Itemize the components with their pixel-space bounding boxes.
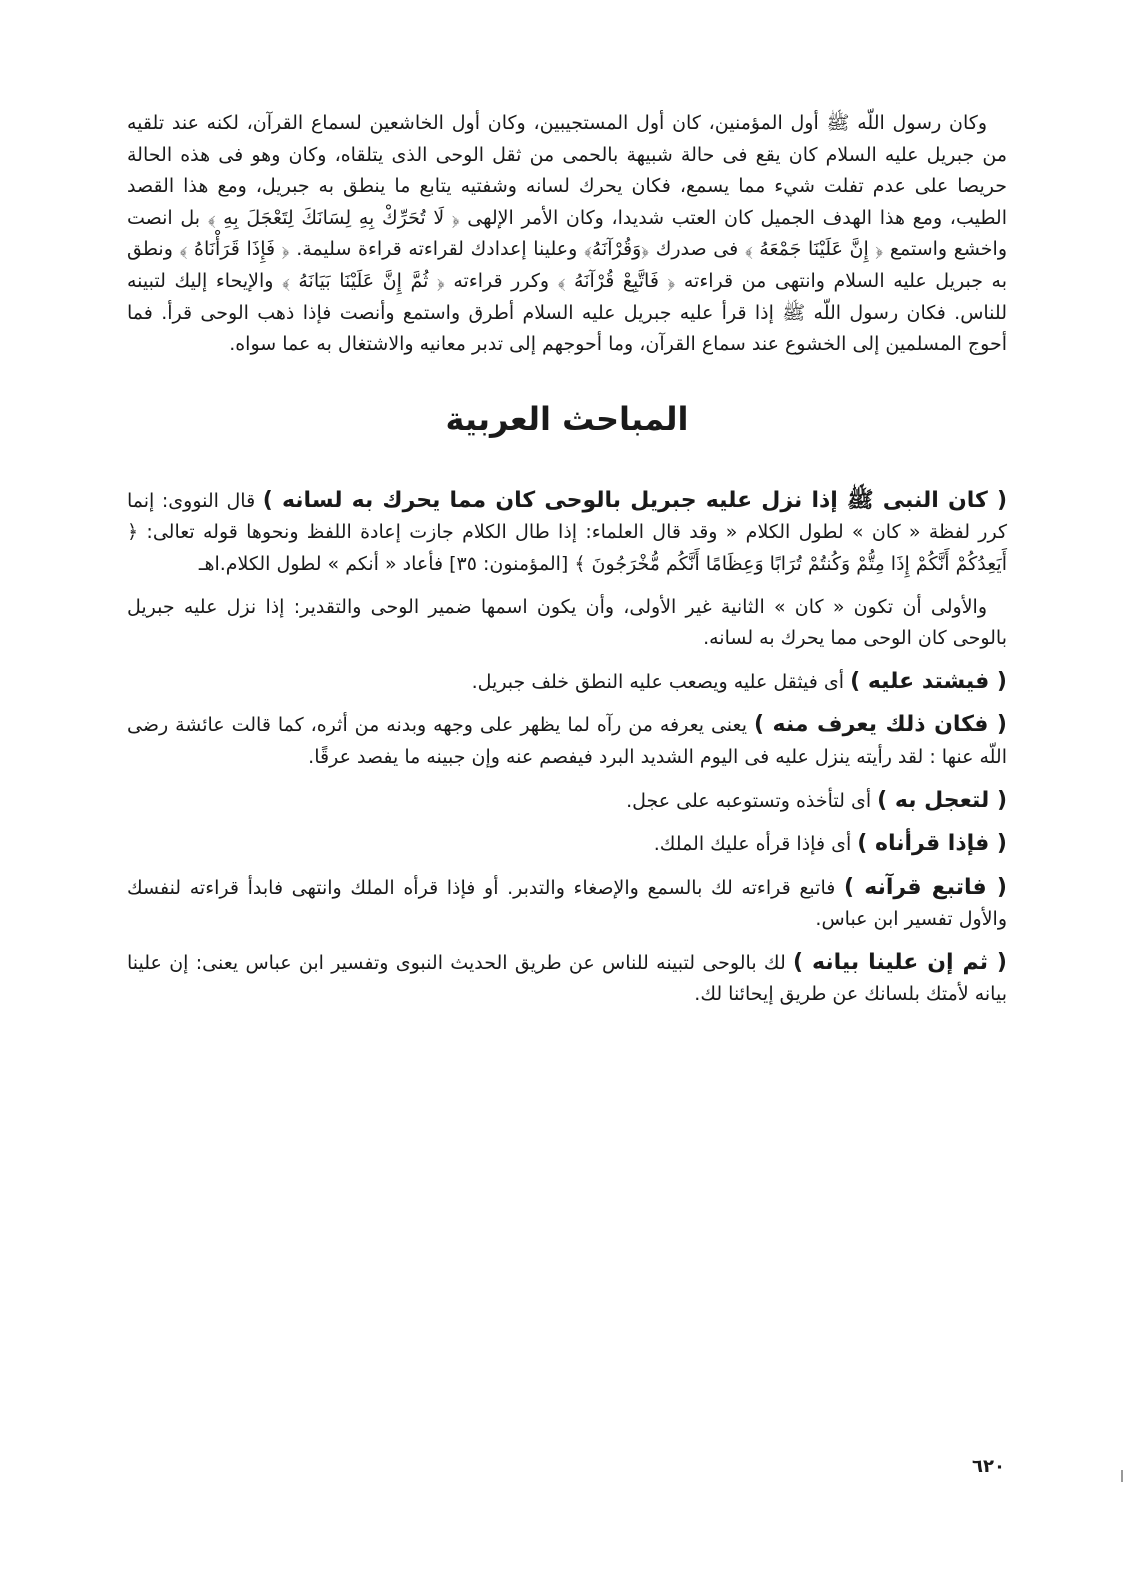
entry-2-body: والأولى أن تكون « كان » الثانية غير الأولى، وأن يكون اسمها ضمير الوحى والتقدير: إذا نزل عليه جبريل بالوحى كان الوحى مما يحرك به لسانه. (127, 595, 1007, 650)
entry-4-body: يعنى يعرفه من رآه لما يظهر على وجهه وبدنه من أثره، كما قالت عائشة رضى اللّه عنها : لقد رأيته ينزل عليه فى اليوم الشديد البرد فيفصم عنه وإن جبينه ما يفصد عرقًا. (127, 714, 1007, 768)
section-title: المباحث العربية (445, 399, 689, 438)
page-number: ٦٢٠ (972, 1456, 1005, 1477)
entry-7-lead: ( فاتبع قرآنه ) (843, 874, 1007, 900)
entry-7-body: فاتبع قراءته لك بالسمع والإصغاء والتدبر. أو فإذا قرأه الملك وانتهى فابدأ قراءته لنفسك والأول تفسير ابن عباس. (127, 876, 1007, 931)
entry-8-lead: ( ثم إن علينا بيانه ) (793, 949, 1007, 975)
entry-5 (127, 785, 1007, 818)
entry-1-lead: ( كان النبى ﷺ إذا نزل عليه جبريل بالوحى كان مما يحرك به لسانه ) (262, 487, 1008, 513)
page-content (127, 108, 1007, 1022)
entry-3-body: أى فيثقل عليه ويصعب عليه النطق خلف جبريل. (471, 670, 851, 693)
entry-6 (127, 828, 1007, 861)
entry-4-lead: ( فكان ذلك يعرف منه ) (753, 712, 1007, 738)
entry-6-body: أى فإذا قرأه عليك الملك. (653, 833, 858, 856)
entry-5-body: أى لتأخذه وتستوعبه على عجل. (626, 789, 878, 812)
entry-3 (127, 666, 1007, 699)
entry-1 (127, 485, 1007, 581)
margin-mark (1121, 1470, 1123, 1482)
entry-1-body: قال النووى: إنما كرر لفظة « كان » لطول الكلام « وقد قال العلماء: إذا طال الكلام جازت إعادة اللفظ ونحوها قوله تعالى: ﴿ أَيَعِدُكُمْ أَنَّكُمْ إِذَا مِتُّمْ وَكُنتُمْ تُرَابًا وَعِظَامًا أَنَّكُم مُّخْرَجُونَ ﴾ [المؤمنون: ٣٥] فأعاد « أنكم » لطول الكلام.اهـ (127, 489, 1007, 575)
entry-3-lead: ( فيشتد عليه ) (850, 668, 1007, 694)
entry-8 (127, 947, 1007, 1011)
entry-8-body: لك بالوحى لتبينه للناس عن طريق الحديث النبوى وتفسير ابن عباس يعنى: إن علينا بيانه لأمتك بلسانك عن طريق إيحائنا لك. (127, 951, 1007, 1006)
entry-5-lead: ( لتعجل به ) (877, 787, 1007, 813)
entry-4 (127, 709, 1007, 773)
entry-7 (127, 872, 1007, 936)
intro-paragraph: وكان رسول اللّه ﷺ أول المؤمنين، كان أول المستجيبين، وكان أول الخاشعين لسماع القرآن، لكنه عند تلقيه من جبريل عليه السلام كان يقع فى حالة شبيهة بالحمى من ثقل الوحى الذى يتلقاه، وكان وهو فى هذه الحالة حريصا على عدم تفلت شيء مما يسمع، فكان يحرك لسانه وشفتيه يتابع ما ينطق به جبريل، ومع هذا القصد الطيب، ومع هذا الهدف الجميل كان العتب شديدا، وكان الأمر الإلهى ﴿ لَا تُحَرِّكْ بِهِ لِسَانَكَ لِتَعْجَلَ بِهِ ﴾ بل انصت واخشع واستمع ﴿ إِنَّ عَلَيْنَا جَمْعَهُ ﴾ فى صدرك ﴿وَقُرْآنَهُ﴾ وعلينا إعدادك لقراءته قراءة سليمة. ﴿ فَإِذَا قَرَأْنَاهُ ﴾ ونطق به جبريل عليه السلام وانتهى من قراءته ﴿ فَاتَّبِعْ قُرْآنَهُ ﴾ وكرر قراءته ﴿ ثُمَّ إِنَّ عَلَيْنَا بَيَانَهُ ﴾ والإيحاء إليك لتبينه للناس. فكان رسول اللّه ﷺ إذا قرأ عليه جبريل عليه السلام أطرق واستمع وأنصت فإذا ذهب الوحى قرأ. فما أحوج المسلمين إلى الخشوع عند سماع القرآن، وما أحوجهم إلى تدبر معانيه والاشتغال به عما سواه. (127, 112, 1007, 356)
entry-2 (127, 592, 1007, 655)
entry-6-lead: ( فإذا قرأناه ) (857, 831, 1007, 857)
